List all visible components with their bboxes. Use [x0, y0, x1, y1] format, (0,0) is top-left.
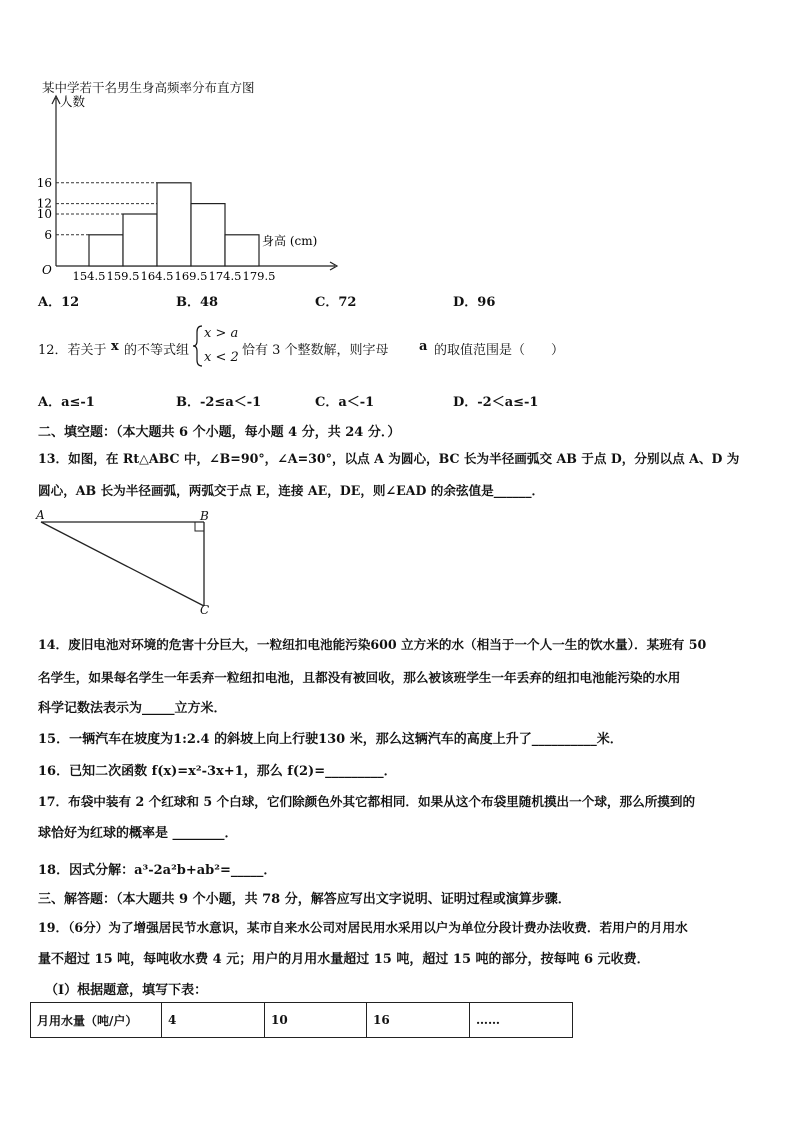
x-tick-label: 174.5 — [208, 269, 242, 283]
y-tick-label: 16 — [36, 175, 52, 190]
q13-line-2: 圆心，AB 长为半径画弧，两弧交于点 E，连接 AE，DE，则∠EAD 的余弦值是______． — [38, 483, 545, 498]
q12-ineq-2: x < 2 — [204, 350, 239, 365]
x-axis-label: 身高 (cm) — [262, 234, 318, 248]
q11-option-b: B．48 — [176, 295, 219, 310]
q12-var-a: a — [419, 339, 428, 354]
label-c: C — [200, 603, 210, 617]
label-b: B — [200, 509, 209, 523]
q12-var-x: x — [111, 339, 119, 354]
section-3-heading: 三、解答题：（本大题共 9 个小题，共 78 分，解答应写出文字说明、证明过程或演算步骤． — [38, 892, 571, 907]
q15-text: 15．一辆汽车在坡度为1:2.4 的斜坡上向上行驶130 米，那么这辆汽车的高度上升了__________米． — [38, 732, 623, 747]
q18-text: 18．因式分解：a³-2a²b+ab²=_____． — [38, 863, 277, 878]
q17-line-1: 17．布袋中装有 2 个红球和 5 个白球，它们除颜色外其它都相同．如果从这个布袋里随机摸出一个球，那么所摸到的 — [38, 794, 696, 809]
x-tick-label: 169.5 — [174, 269, 208, 283]
q14-line-1: 14．废旧电池对环境的危害十分巨大，一粒纽扣电池能污染600 立方米的水（相当于一个人一生的饮水量）．某班有 50 — [38, 637, 707, 652]
histogram-bar — [89, 235, 123, 266]
q12-text-after: 恰有 3 个整数解，则字母 — [242, 343, 389, 358]
q12-brace — [192, 324, 204, 368]
table-cell: 10 — [265, 1003, 367, 1038]
histogram-bar — [157, 183, 191, 266]
x-tick-label: 164.5 — [140, 269, 174, 283]
q17-line-2: 球恰好为红球的概率是 ________． — [38, 826, 238, 841]
table-cell: 16 — [367, 1003, 470, 1038]
q12-text-mid: 的不等式组 — [124, 343, 190, 358]
q19-sub-1: （I）根据题意，填写下表： — [45, 983, 208, 998]
origin-label: O — [42, 263, 52, 277]
histogram-bar — [191, 204, 225, 266]
q19-line-1: 19．（6分）为了增强居民节水意识，某市自来水公司对居民用水采用以户为单位分段计费办法收费．若用户的月用水 — [38, 920, 688, 935]
x-tick-label: 159.5 — [106, 269, 140, 283]
table-cell: …… — [470, 1003, 573, 1038]
x-tick-label: 179.5 — [242, 269, 276, 283]
y-tick-label: 10 — [36, 207, 52, 221]
y-tick-label: 6 — [44, 227, 52, 242]
q14-line-3: 科学记数法表示为_____立方米． — [38, 701, 227, 716]
section-2-heading: 二、填空题：（本大题共 6 个小题，每小题 4 分，共 24 分．） — [38, 425, 401, 440]
q11-option-a: A．12 — [38, 295, 80, 310]
y-tick-label: 12 — [36, 196, 52, 211]
q12-option-c: C．a＜-1 — [315, 395, 375, 410]
q12-text-end: 的取值范围是（ ） — [434, 343, 565, 358]
q13-triangle-figure — [34, 508, 219, 620]
q12-option-b: B．-2≤a＜-1 — [176, 395, 262, 410]
histogram-chart — [30, 90, 370, 305]
table-cell-header: 月用水量（吨/户） — [31, 1003, 162, 1038]
q12-ineq-1: x > a — [204, 326, 239, 341]
q11-option-d: D．96 — [453, 295, 496, 310]
q12-number: 12．若关于 — [38, 343, 107, 358]
q12-option-a: A．a≤-1 — [38, 395, 95, 410]
q14-line-2: 名学生，如果每名学生一年丢弃一粒纽扣电池，且都没有被回收，那么被该班学生一年丢弃的纽扣电池能污染的水用 — [38, 670, 681, 685]
q12-option-d: D．-2＜a≤-1 — [453, 395, 539, 410]
x-tick-label: 154.5 — [72, 269, 106, 283]
table-cell: 4 — [162, 1003, 265, 1038]
histogram-title: 某中学若干名男生身高频率分布直方图 — [42, 80, 255, 95]
q11-option-c: C．72 — [315, 295, 357, 310]
table-row — [31, 1003, 573, 1038]
label-a: A — [36, 508, 45, 522]
histogram-bar — [123, 214, 157, 266]
q19-line-2: 量不超过 15 吨，每吨收水费 4 元；用户的月用水量超过 15 吨，超过 15 吨的部分，按每吨 6 元收费． — [38, 952, 650, 967]
q16-text: 16．已知二次函数 f(x)=x²-3x+1，那么 f(2)=_________． — [38, 764, 397, 779]
triangle-diagram — [34, 508, 219, 620]
q19-table — [30, 1002, 573, 1038]
y-axis-label: 人数 — [60, 94, 86, 109]
q13-line-1: 13．如图，在 Rt△ABC 中，∠B=90°，∠A=30°，以点 A 为圆心，BC 长为半径画弧交 AB 于点 D，分别以点 A、D 为 — [38, 451, 740, 466]
histogram-bar — [225, 235, 259, 266]
